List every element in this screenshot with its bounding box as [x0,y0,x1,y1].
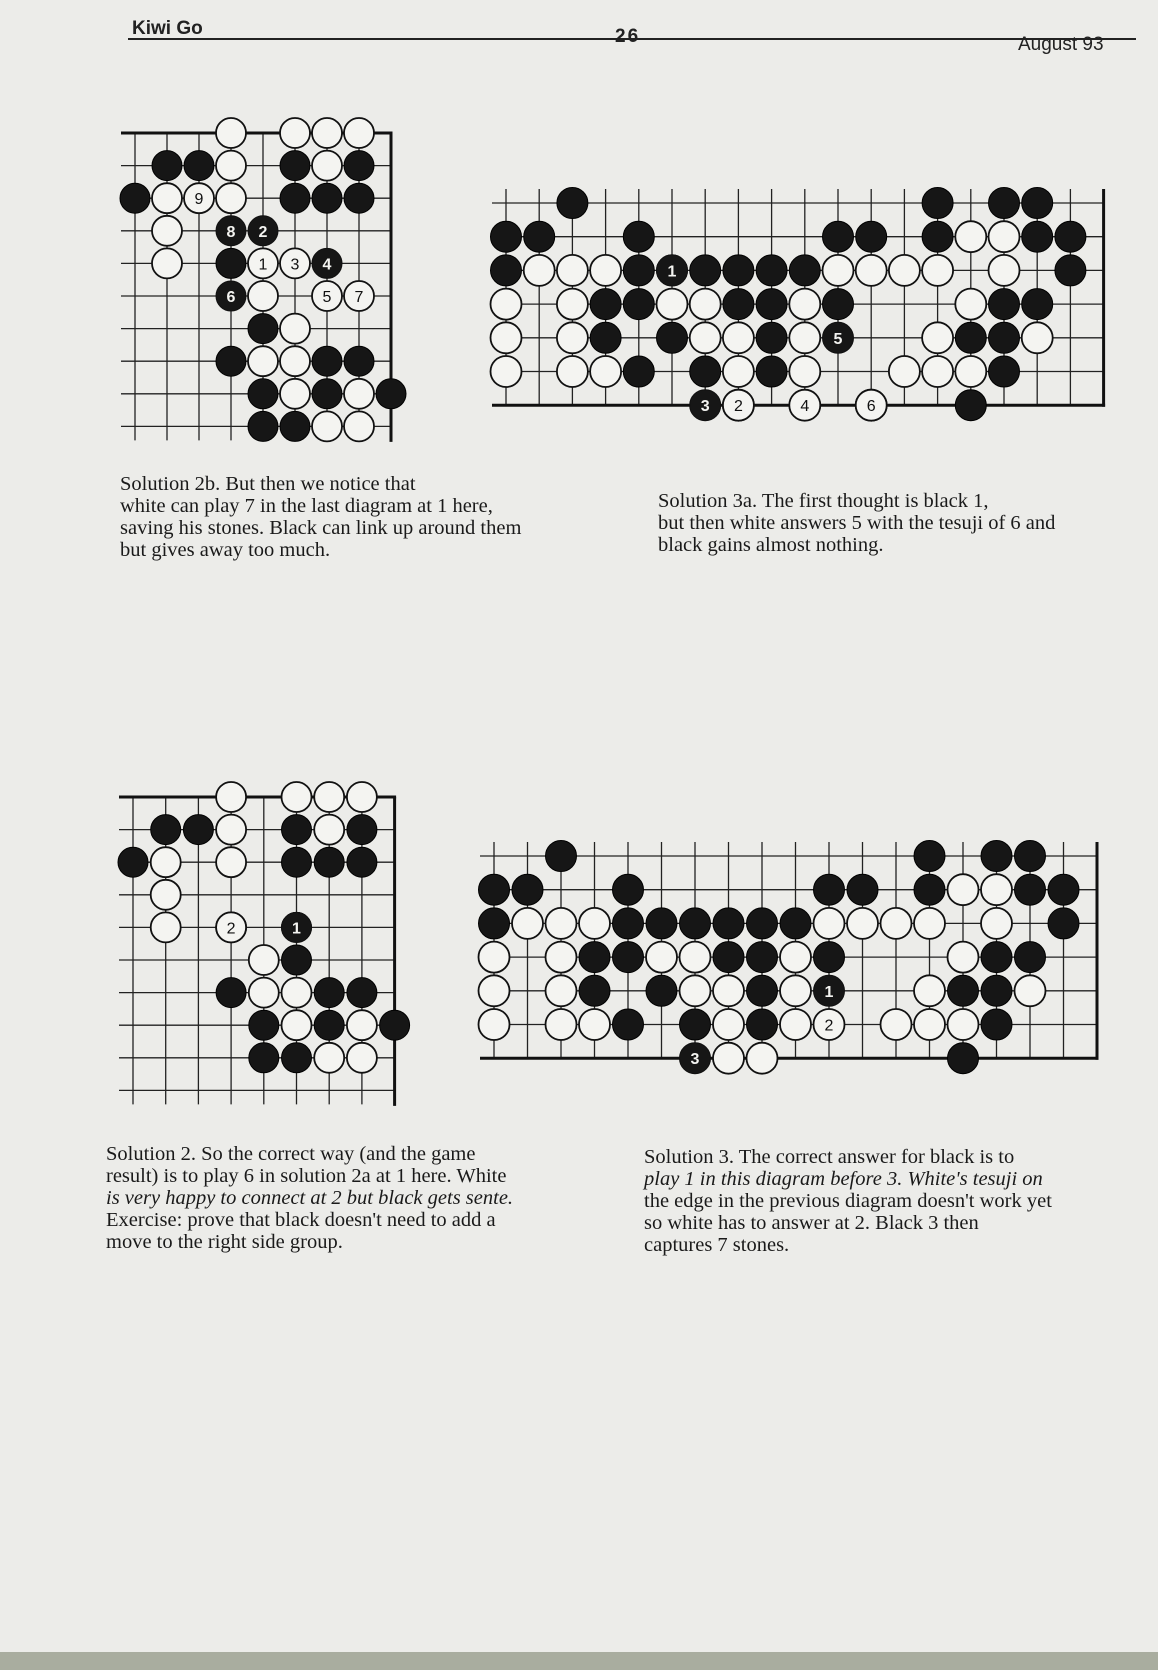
black-stone [657,322,688,353]
white-stone [249,945,279,975]
move-number: 3 [290,256,300,274]
black-stone [1015,874,1046,905]
black-stone [646,908,677,939]
black-stone [344,151,374,181]
white-stone [216,847,246,877]
white-stone [680,942,711,973]
black-stone [823,289,854,320]
black-stone [789,255,820,286]
move-number: 5 [322,289,332,306]
white-stone [680,975,711,1006]
black-stone [756,255,787,286]
black-stone [579,942,610,973]
move-number: 8 [226,223,236,241]
black-stone [282,1043,312,1073]
black-stone [922,221,953,252]
caption-line: Solution 2b. But then we notice that [120,473,416,495]
white-stone [491,289,522,320]
white-stone [713,1043,744,1074]
white-stone [282,782,312,812]
black-stone [216,346,246,376]
black-stone [280,183,310,213]
black-stone [344,183,374,213]
white-stone [546,908,577,939]
caption-solution-2 [106,1143,513,1253]
black-stone [723,255,754,286]
white-stone [557,289,588,320]
black-stone [579,975,610,1006]
caption-line: Solution 3a. The first thought is black 1, [658,490,989,512]
magazine-name: Kiwi Go [132,18,203,39]
go-board [478,176,1118,416]
black-stone [152,151,182,181]
black-stone [847,874,878,905]
white-stone [780,942,811,973]
white-stone [280,118,310,148]
scan-edge [0,1652,1158,1670]
white-stone [248,281,278,311]
white-stone [280,346,310,376]
white-stone [491,356,522,387]
black-stone [590,322,621,353]
white-stone [312,411,342,441]
white-stone [948,874,979,905]
white-stone [690,322,721,353]
white-stone [955,356,986,387]
white-stone [914,908,945,939]
black-stone [557,188,588,219]
white-stone [981,908,1012,939]
white-stone [922,356,953,387]
move-number: 2 [226,920,236,938]
white-stone [847,908,878,939]
white-stone [780,975,811,1006]
black-stone [948,1043,979,1074]
white-stone [151,880,181,910]
black-stone [347,978,377,1008]
move-number: 1 [258,256,268,274]
black-stone [690,356,721,387]
black-stone [347,815,377,845]
black-stone [1022,188,1053,219]
white-stone [856,255,887,286]
caption-line: move to the right side group. [106,1231,343,1253]
black-stone [183,815,213,845]
white-stone [789,289,820,320]
diagram-solution-2b [120,118,400,438]
caption-line: Exercise: prove that black doesn't need to add a [106,1209,496,1231]
black-stone [314,1010,344,1040]
caption-line: so white has to answer at 2. Black 3 then [644,1212,979,1234]
black-stone [376,379,406,409]
black-stone [312,183,342,213]
black-stone [756,289,787,320]
caption-line: black gains almost nothing. [658,534,884,556]
caption-line: captures 7 stones. [644,1234,790,1256]
go-board [466,829,1106,1069]
black-stone [814,942,845,973]
white-stone [479,975,510,1006]
white-stone [216,151,246,181]
caption-line: result) is to play 6 in solution 2a at 1 here. White [106,1165,507,1187]
black-stone [249,1010,279,1040]
black-stone [216,978,246,1008]
black-stone [989,356,1020,387]
black-stone [914,874,945,905]
black-stone [216,248,246,278]
black-stone [347,847,377,877]
white-stone [282,1010,312,1040]
white-stone [312,151,342,181]
black-stone [981,1009,1012,1040]
white-stone [491,322,522,353]
black-stone [120,183,150,213]
white-stone [590,356,621,387]
white-stone [512,908,543,939]
white-stone [814,908,845,939]
black-stone [955,390,986,421]
white-stone [557,255,588,286]
black-stone [981,975,1012,1006]
black-stone [282,847,312,877]
black-stone [282,815,312,845]
black-stone [1055,221,1086,252]
black-stone [512,874,543,905]
white-stone [546,942,577,973]
caption-solution-3 [644,1146,1052,1256]
black-stone [151,815,181,845]
black-stone [248,379,278,409]
move-number: 3 [700,398,710,416]
black-stone [623,221,654,252]
black-stone [747,942,778,973]
black-stone [314,978,344,1008]
white-stone [479,942,510,973]
black-stone [747,975,778,1006]
white-stone [216,118,246,148]
white-stone [889,356,920,387]
black-stone [248,411,278,441]
move-number: 1 [667,263,677,281]
white-stone [789,356,820,387]
caption-line: white can play 7 in the last diagram at 1 here, [120,495,493,517]
black-stone [1015,942,1046,973]
black-stone [856,221,887,252]
black-stone [248,314,278,344]
black-stone [680,1009,711,1040]
move-number: 2 [824,1017,834,1035]
white-stone [889,255,920,286]
white-stone [557,322,588,353]
black-stone [613,942,644,973]
white-stone [280,379,310,409]
move-number: 7 [354,289,364,306]
black-stone [1048,874,1079,905]
white-stone [524,255,555,286]
white-stone [347,782,377,812]
move-number: 1 [292,920,301,938]
diagram-solution-3 [466,829,1106,1069]
white-stone [151,847,181,877]
black-stone [312,379,342,409]
white-stone [590,255,621,286]
black-stone [312,346,342,376]
white-stone [922,322,953,353]
white-stone [479,1009,510,1040]
black-stone [948,975,979,1006]
move-number: 2 [258,223,268,241]
caption-line: Solution 2. So the correct way (and the game [106,1143,476,1165]
white-stone [344,118,374,148]
black-stone [1048,908,1079,939]
black-stone [623,289,654,320]
move-number: 6 [226,289,236,306]
white-stone [723,322,754,353]
white-stone [216,183,246,213]
black-stone [280,151,310,181]
go-board [120,118,400,438]
white-stone [922,255,953,286]
caption-line: saving his stones. Black can link up around them [120,517,522,539]
white-stone [248,346,278,376]
white-stone [312,118,342,148]
caption-line: the edge in the previous diagram doesn't work yet [644,1190,1052,1212]
black-stone [479,908,510,939]
black-stone [747,908,778,939]
white-stone [657,289,688,320]
white-stone [914,1009,945,1040]
white-stone [989,255,1020,286]
white-stone [1015,975,1046,1006]
black-stone [546,841,577,872]
white-stone [152,216,182,246]
white-stone [713,1009,744,1040]
caption-line: but gives away too much. [120,539,331,561]
white-stone [881,908,912,939]
black-stone [314,847,344,877]
white-stone [314,782,344,812]
white-stone [690,289,721,320]
white-stone [347,1043,377,1073]
black-stone [989,322,1020,353]
white-stone [151,912,181,942]
white-stone [216,782,246,812]
black-stone [713,908,744,939]
move-number: 4 [322,256,332,274]
white-stone [948,1009,979,1040]
issue-date: August 93 [1018,34,1104,55]
white-stone [823,255,854,286]
black-stone [623,356,654,387]
move-number: 9 [194,191,204,209]
black-stone [713,942,744,973]
black-stone [524,221,555,252]
white-stone [282,978,312,1008]
white-stone [1022,322,1053,353]
white-stone [948,942,979,973]
black-stone [756,322,787,353]
caption-line: is very happy to connect at 2 but black gets sente. [106,1187,514,1209]
black-stone [914,841,945,872]
move-number: 5 [833,330,843,348]
caption-solution-2b [120,473,521,561]
white-stone [347,1010,377,1040]
white-stone [780,1009,811,1040]
black-stone [280,411,310,441]
white-stone [546,1009,577,1040]
white-stone [546,975,577,1006]
white-stone [981,874,1012,905]
black-stone [756,356,787,387]
black-stone [491,255,522,286]
white-stone [914,975,945,1006]
black-stone [249,1043,279,1073]
white-stone [557,356,588,387]
black-stone [780,908,811,939]
white-stone [789,322,820,353]
white-stone [152,183,182,213]
white-stone [152,248,182,278]
black-stone [613,1009,644,1040]
black-stone [1022,289,1053,320]
black-stone [380,1010,410,1040]
white-stone [646,942,677,973]
move-number: 6 [866,398,876,416]
black-stone [623,255,654,286]
move-number: 1 [824,983,834,1001]
caption-line: but then white answers 5 with the tesuji of 6 and [658,512,1056,534]
black-stone [680,908,711,939]
black-stone [1055,255,1086,286]
black-stone [747,1009,778,1040]
black-stone [491,221,522,252]
black-stone [922,188,953,219]
black-stone [184,151,214,181]
black-stone [723,289,754,320]
move-number: 3 [690,1051,700,1069]
white-stone [249,978,279,1008]
white-stone [579,1009,610,1040]
black-stone [989,188,1020,219]
white-stone [344,379,374,409]
black-stone [613,908,644,939]
white-stone [747,1043,778,1074]
page-number: 26 [615,26,641,47]
move-number: 4 [800,398,810,416]
go-board [110,782,400,1102]
black-stone [823,221,854,252]
black-stone [1022,221,1053,252]
white-stone [344,411,374,441]
black-stone [1015,841,1046,872]
black-stone [955,322,986,353]
black-stone [282,945,312,975]
black-stone [479,874,510,905]
white-stone [314,1043,344,1073]
move-number: 2 [733,398,743,416]
white-stone [579,908,610,939]
black-stone [118,847,148,877]
white-stone [314,815,344,845]
black-stone [344,346,374,376]
black-stone [646,975,677,1006]
white-stone [881,1009,912,1040]
black-stone [981,841,1012,872]
white-stone [713,975,744,1006]
black-stone [613,874,644,905]
white-stone [723,356,754,387]
black-stone [989,289,1020,320]
white-stone [989,221,1020,252]
white-stone [216,815,246,845]
diagram-solution-2 [110,782,400,1102]
white-stone [280,314,310,344]
white-stone [955,221,986,252]
black-stone [814,874,845,905]
black-stone [590,289,621,320]
black-stone [690,255,721,286]
caption-solution-3a [658,490,1055,556]
caption-line: Solution 3. The correct answer for black is to [644,1146,1015,1168]
diagram-solution-3a [478,176,1118,416]
caption-line: play 1 in this diagram before 3. White's tesuji on [644,1168,1043,1190]
black-stone [981,942,1012,973]
white-stone [955,289,986,320]
